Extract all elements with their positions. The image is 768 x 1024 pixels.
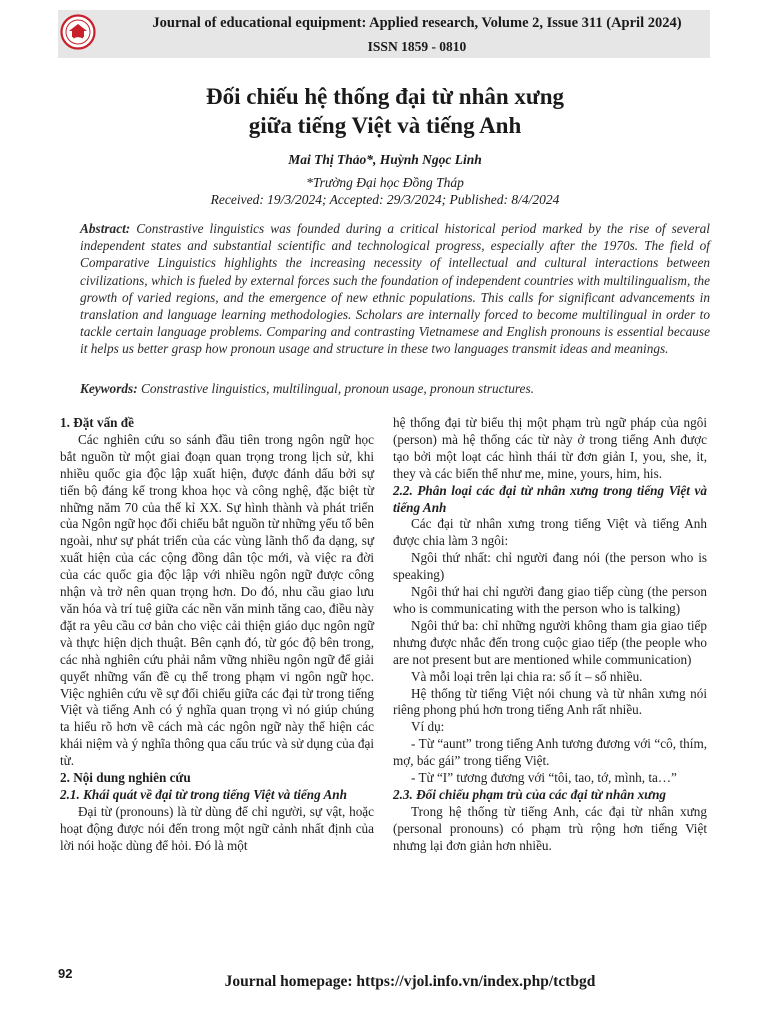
article-title — [80, 82, 690, 140]
section-heading: 1. Đặt vấn đề — [60, 415, 134, 430]
body-column-right — [393, 415, 707, 855]
body-paragraph: Hệ thống từ tiếng Việt nói chung và từ nhân xưng nói riêng phong phú hơn trong tiếng Anh rất nhiều. — [393, 685, 707, 718]
body-paragraph: Đại từ (pronouns) là từ dùng để chỉ người, sự vật, hoặc hoạt động được nói đến trong một ngữ cảnh nhất định của lời nói hoặc dùng để hỏi. Đó là một — [60, 803, 374, 853]
body-paragraph: Các đại từ nhân xưng trong tiếng Việt và tiếng Anh được chia làm 3 ngôi: — [393, 516, 707, 549]
journal-logo — [60, 14, 96, 50]
body-paragraph: Trong hệ thống từ tiếng Anh, các đại từ nhân xưng (personal pronouns) có phạm trù rộng hơn tiếng Việt nhưng lại đơn giản hơn nhiều. — [393, 803, 707, 853]
title-line-1: Đối chiếu hệ thống đại từ nhân xưng — [206, 84, 564, 109]
keywords — [80, 380, 710, 397]
abstract-text: Constrastive linguistics was founded during a critical historical period marked by the rise of several independent states and substantial scientific and technological progress, especially after the 1970s. The field of Comparative Linguistics highlights the increasing necessity of intellectual and cultural interactions between civilizations, which is fueled by external forces such the foundation of independent countries with multilingualism, the growth of varied regions, and the emergence of new ethnic populations. This calls for significant advancements in translation and language learning methodologies. Scholars are internally forced to become multilingual in order to tackle certain language problems. Comparing and contrasting Vietnamese and English pronouns is essential because it helps us better grasp how pronoun usage and structure in these two languages transmit ideas and meanings. — [80, 221, 710, 357]
body-paragraph: Và mỗi loại trên lại chia ra: số ít – số nhiều. — [411, 668, 643, 684]
body-paragraph: Các nghiên cứu so sánh đầu tiên trong ngôn ngữ học bắt nguồn từ một giai đoạn quan trọng trong lịch sử, khi nhiều quốc gia độc lập xuất hiện, được đánh dấu bởi sự tiến bộ đáng kể trong khoa học và công nghệ, đặc biệt từ những năm 70 của thế kỉ XX. Sự hình thành và phát triển của Ngôn ngữ học đối chiếu bắt nguồn từ những yếu tố bên ngoài, như sự phát triển của các vùng lãnh thổ đa dạng, sự xuất hiện của các cộng đồng dân tộc mới, và việc ra đời của các quốc gia độc lập với nhiều ngôn ngữ được công nhận và trở nên quan trọng hơn. Do đó, nhu cầu giao lưu văn hóa và trí tuệ giữa các nền văn minh tăng cao, điều này đặt ra yêu cầu cơ bản cho việc cải thiện giáo dục ngôn ngữ và thực hiện dịch thuật. Bên cạnh đó, từ góc độ bên trong, các nhà nghiên cứu phải nắm vững nhiều ngôn ngữ để giải quyết những vấn đề cụ thể trong phạm vi ngôn ngữ học. Việc nghiên cứu về sự đối chiếu giữa các đại từ trong tiếng Việt và tiếng Anh có ý nghĩa quan trọng vì nó giúp chúng ta hiểu rõ hơn về cách mà các ngôn ngữ này thể hiện các khái niệm và ý nghĩa thông qua cấu trúc và sử dụng của đại từ. — [60, 431, 374, 769]
keywords-text: Constrastive linguistics, multilingual, pronoun usage, pronoun structures. — [137, 381, 534, 396]
journal-homepage-footer[interactable]: Journal homepage: https://vjol.info.vn/index.php/tctbgd — [224, 973, 596, 990]
abstract-label: Abstract: — [80, 221, 131, 236]
body-paragraph: Ngôi thứ hai chỉ người đang giao tiếp cùng (the person who is communicating with the person who is talking) — [393, 584, 707, 616]
section-heading: 2. Nội dung nghiên cứu — [60, 770, 191, 786]
subsection-heading: 2.2. Phân loại các đại từ nhân xưng trong tiếng Việt và tiếng Anh — [393, 482, 707, 515]
abstract — [80, 220, 710, 358]
subsection-heading: 2.1. Khái quát về đại từ trong tiếng Việt và tiếng Anh — [60, 786, 347, 802]
body-paragraph: Ví dụ: — [411, 719, 445, 735]
body-paragraph: Ngôi thứ ba: chỉ những người không tham gia giao tiếp nhưng được nhắc đến trong cuộc giao tiếp (the people who are not present but are mentioned while communication) — [393, 617, 707, 667]
journal-name: Journal of educational equipment: Applied research, Volume 2, Issue 311 (April 2024) — [152, 15, 682, 31]
publication-dates: Received: 19/3/2024; Accepted: 29/3/2024; Published: 8/4/2024 — [210, 192, 560, 207]
keywords-label: Keywords: — [80, 381, 138, 396]
affiliation: *Trường Đại học Đồng Tháp — [306, 175, 464, 190]
issn: ISSN 1859 - 0810 — [367, 39, 467, 54]
subsection-heading: 2.3. Đối chiếu phạm trù của các đại từ nhân xưng — [393, 786, 666, 802]
body-paragraph: - Từ “aunt” trong tiếng Anh tương đương với “cô, thím, mợ, bác gái” trong tiếng Việt. — [393, 736, 707, 769]
body-paragraph: Ngôi thứ nhất: chỉ người đang nói (the person who is speaking) — [393, 550, 707, 583]
body-column-left — [60, 415, 374, 855]
body-paragraph: - Từ “I” tương đương với “tôi, tao, tớ, mình, ta…” — [411, 770, 677, 786]
authors: Mai Thị Thảo*, Huỳnh Ngọc Linh — [288, 152, 482, 167]
page-number: 92 — [58, 966, 73, 981]
title-line-2: giữa tiếng Việt và tiếng Anh — [248, 113, 522, 138]
body-paragraph: hệ thống đại từ biểu thị một phạm trù ngữ pháp của ngôi (person) mà hệ thống các từ này ở trong tiếng Anh được tạo bởi một loạt các hình thái từ đơn giản I, you, she, it, they và các biến thể như me, mine, yours, him, his. — [393, 415, 707, 481]
